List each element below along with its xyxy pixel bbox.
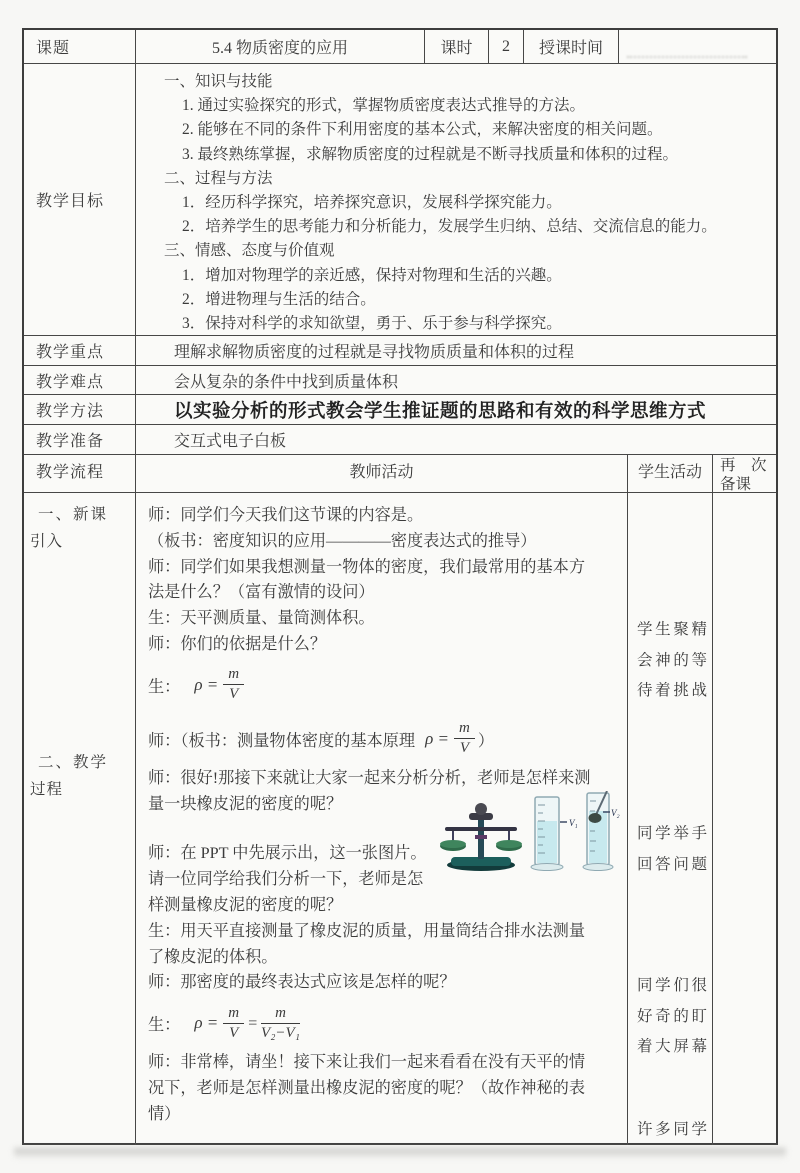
teacher-line: 况下，老师是怎样测量出橡皮泥的密度的呢？（故作神秘的表 (148, 1078, 586, 1097)
teacher-line: 师：同学们如果我想测量一物体的密度，我们最常用的基本方 (148, 557, 586, 576)
lesson-title: 5.4 物质密度的应用 (136, 30, 425, 63)
header-row (24, 30, 776, 64)
student-note: 同学们很好奇的盯着大屏幕 (637, 977, 707, 1055)
goal-line: 三、情感、态度与价值观 (164, 242, 335, 260)
main-content-row (24, 493, 776, 1145)
preparation-content: 交互式电子白板 (174, 433, 287, 450)
graduated-cylinder-v2-icon (583, 791, 620, 871)
student-activity-column (628, 493, 713, 1145)
goal-line: 1. 通过实验探究的形式，掌握物质密度表达式推导的方法。 (182, 97, 586, 115)
svg-text:V₂: V₂ (611, 808, 620, 818)
teacher-line: 师：非常棒，请坐！接下来让我们一起来看看在没有天平的情 (148, 1053, 586, 1072)
fraction-m-over-v: $\frac{m}{V}$ (223, 1005, 244, 1042)
flow-label: 教学流程 (24, 455, 136, 492)
teacher-line: 师：很好!那接下来就让大家一起来分析分析，老师是怎样来测 (148, 768, 591, 787)
student-note: 学生聚精会神的等待着挑战 (637, 621, 707, 699)
subject-label: 课题 (24, 30, 136, 63)
teacher-line: 师：你们的依据是什么？ (148, 634, 327, 653)
student-activity-header: 学生活动 (628, 455, 713, 492)
goal-line: 2. 能够在不同的条件下利用密度的基本公式，来解决密度的相关问题。 (182, 121, 663, 139)
final-density-formula: 生： ρ = $\frac{m}{V}$ = $\frac{m}{\text{V₂−V₁}}$ (148, 1004, 300, 1041)
board-writing-formula-line: 师：（板书：测量物体密度的基本原理 ρ = $\frac{m}{V}$ ） (148, 720, 495, 757)
goal-line: 2．增进物理与生活的结合。 (182, 290, 376, 308)
focus-label: 教学重点 (24, 336, 136, 365)
teacher-line: 情） (148, 1104, 181, 1123)
goals-label: 教学目标 (24, 64, 136, 335)
re-prepare-column (713, 493, 776, 1145)
illegible-handwriting (627, 52, 747, 58)
goal-line: 二、过程与方法 (164, 169, 273, 187)
goal-line: 1．增加对物理学的亲近感，保持对物理和生活的兴趣。 (182, 266, 562, 284)
teacher-line: 师：那密度的最终表达式应该是怎样的呢？ (148, 973, 456, 992)
student-answer-line: 生：天平测质量、量筒测体积。 (148, 609, 375, 628)
board-writing-line: （板书：密度知识的应用————密度表达式的推导） (148, 531, 537, 550)
goal-line: 一、知识与技能 (164, 73, 273, 90)
fraction-m-over-v: $\frac{m}{V}$ (223, 666, 244, 703)
teach-time-value-cell (619, 30, 776, 63)
goals-row (24, 64, 776, 336)
goal-line: 2．培养学生的思考能力和分析能力，发展学生归纳、总结、交流信息的能力。 (182, 218, 717, 236)
density-formula: 生： ρ = $\frac{m}{V}$ (148, 658, 617, 712)
graduated-cylinder-v1-icon (531, 797, 578, 871)
goals-content (136, 64, 776, 335)
re-prepare-header (713, 455, 776, 492)
period-label: 课时 (425, 30, 489, 63)
goal-line: 3. 最终熟练掌握，求解物质密度的过程就是不断寻找质量和体积的过程。 (182, 145, 679, 163)
lesson-plan-table (22, 28, 778, 1145)
method-row (24, 395, 776, 425)
teacher-line: 师：同学们今天我们这节课的内容是。 (148, 506, 424, 524)
re-prepare-line2: 备课 (720, 476, 752, 492)
page-edge-shadow (14, 1148, 786, 1158)
balance-scale-icon (440, 803, 522, 871)
difficulty-content: 会从复杂的条件中找到质量体积 (174, 373, 399, 391)
fraction-m-over-v2-minus-v1: $\frac{m}{\text{V₂−V₁}}$ (261, 1004, 300, 1041)
teacher-line: 法是什么？（富有激情的设问） (148, 583, 375, 602)
student-note: 同学举手回答问题 (637, 825, 707, 873)
flow-header-row (24, 455, 776, 493)
goal-line: 1．经历科学探究，培养探究意识，发展科学探究能力。 (182, 194, 562, 212)
teacher-line: 师：在 PPT 中先展示出，这一张图片。 (148, 844, 427, 863)
student-note: 许多同学 (637, 1121, 707, 1138)
preparation-label: 教学准备 (24, 425, 136, 454)
period-value: 2 (489, 30, 524, 63)
difficulty-label: 教学难点 (24, 366, 136, 394)
teacher-line: 请一位同学给我们分析一下，老师是怎 (148, 870, 424, 889)
stage-new-lesson: 一、新课 引入 (30, 506, 109, 550)
svg-text:V₁: V₁ (569, 818, 578, 828)
student-answer-line: 生：用天平直接测量了橡皮泥的质量，用量筒结合排水法测量 (148, 921, 586, 940)
flow-stage-column (24, 493, 136, 1145)
re-prepare-line1: 再 次 (720, 457, 767, 474)
teacher-line: 样测量橡皮泥的密度的呢？ (148, 895, 343, 914)
focus-content: 理解求解物质密度的过程就是寻找物质质量和体积的过程 (174, 344, 575, 361)
teacher-activity-header: 教师活动 (136, 455, 628, 492)
teacher-activity-column (136, 493, 628, 1145)
fraction-m-over-v: $\frac{m}{V}$ (454, 720, 475, 757)
stage-teaching-process: 二、教学 过程 (30, 754, 109, 798)
balance-and-cylinders-figure (439, 791, 623, 873)
focus-row (24, 336, 776, 366)
method-content: 以实验分析的形式教会学生推证题的思路和有效的科学思维方式 (174, 401, 707, 422)
student-answer-line: 了橡皮泥的体积。 (148, 947, 278, 966)
teach-time-label: 授课时间 (524, 30, 619, 63)
difficulty-row (24, 366, 776, 395)
teacher-line: 量一块橡皮泥的密度的呢？ (148, 794, 343, 813)
experiment-figure-svg (439, 791, 623, 873)
goal-line: 3．保持对科学的求知欲望，勇于、乐于参与科学探究。 (182, 315, 562, 333)
preparation-row (24, 425, 776, 455)
method-label: 教学方法 (24, 395, 136, 424)
